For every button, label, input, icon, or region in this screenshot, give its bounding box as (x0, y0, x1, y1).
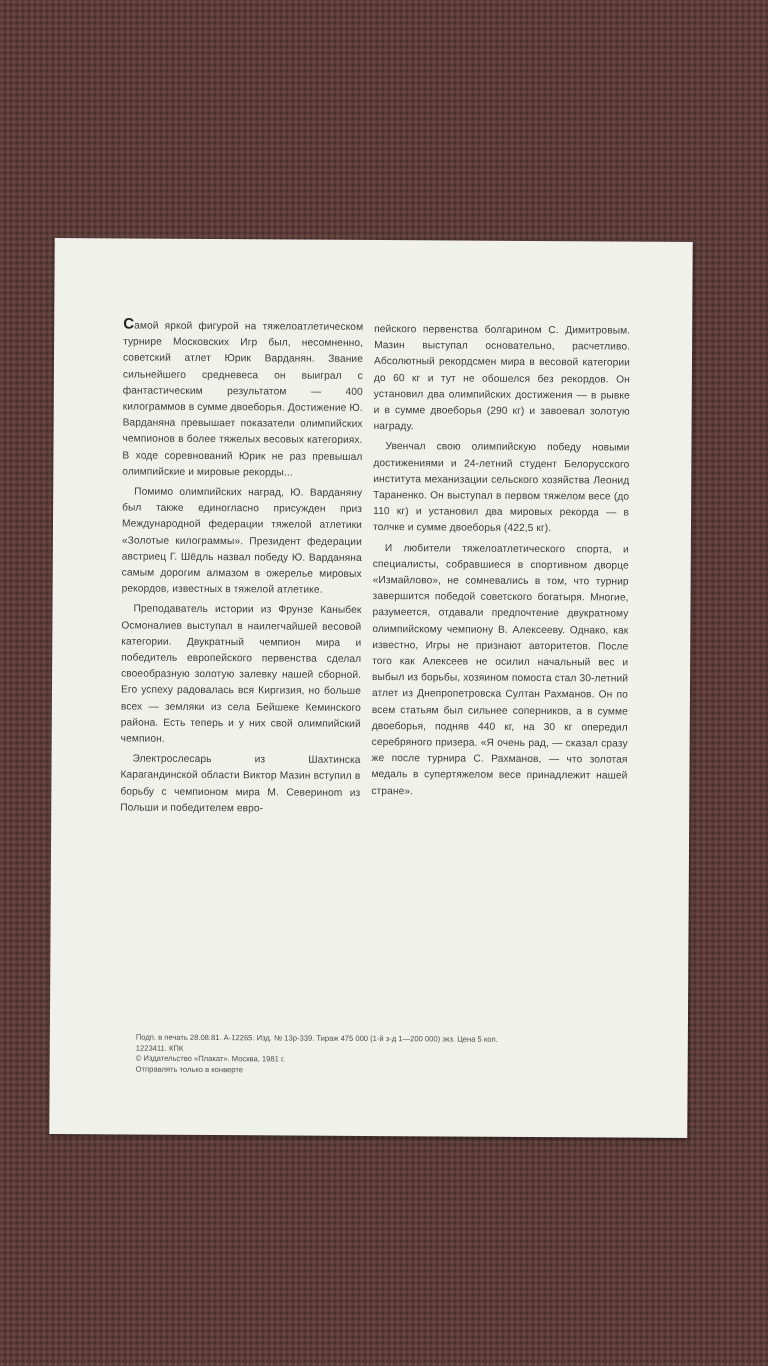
paragraph (122, 316, 363, 481)
postcard-back (49, 238, 692, 1138)
paragraph: Помимо олимпийских наград, Ю. Варданяну был также единогласно присужден приз Международной федерации тяжелой атлетики «Золотые килограммы». Президент федерации австриец Г. Шёдль назвал победу Ю. Варданяна самым дорогим алмазом в ожерелье мировых рекордов, известных в тяжелой атлетике. (121, 486, 363, 596)
paragraph: Преподаватель истории из Фрунзе Каныбек Осмоналиев выступал в наилегчайшей весовой категории. Двукратный чемпион мира и победитель европейского первенства сделал своеобразную золотую залевку нашей сборной. Его успеху радовалась вся Киргизия, но больше всех — земляки из села Бейшеке Кеминского района. Есть теперь и у них свой олимпийский чемпион. (120, 604, 362, 745)
imprint-line: Отправлять только в конверте (135, 1064, 243, 1074)
drop-cap: С (123, 315, 135, 333)
paragraph: пейского первенства болгарином С. Димитровым. Мазин выступал основательно, расчетливо. Абсолютный рекордсмен мира в весовой категории до 60 кг и тут не обошелся без рекордов. Он установил два олимпийских достижения — в рывке и в сумме двоеборья (290 кг) и завоевал золотую награду. (373, 324, 631, 433)
paragraph: Увенчал свою олимпийскую победу новыми достижениями и 24-летний студент Белорусского института механизации сельского хозяйства Леонид Тараненко. Он выступал в первом тяжелом весе (до 110 кг) и установил два мировых рекорда — в толчке и сумме двоеборья (422,5 кг). (372, 441, 630, 535)
paragraph-text: амой яркой фигурой на тяжелоатлетическом турнире Московских Игр был, несомненно, советский атлет Юрик Варданян. Звание сильнейшего средневеса он выиграл с фантастическим результатом — 400 килограммов в сумме двоеборья. Достижение Ю. Варданяна превышает показатели олимпийских чемпионов в более тяжелых весовых категориях. В ходе соревнований Юрик не раз превышал олимпийские и мировые рекорды... (122, 320, 364, 479)
paragraph: И любители тяжелоатлетического спорта, и специалисты, собравшиеся в спортивном дворце «Измайлово», не сомневались в том, что турнир завершится победой советского богатыря. Многие, разумеется, отдавали предпочтение двукратному олимпийскому чемпиону В. Алексееву. Однако, как известно, Игры не признают авторитетов. После того как Алексеев не осилил начальный вес и выбыл из борьбы, хозяином помоста стал 30-летний атлет из Днепропетровска Султан Рахманов. Он по всем статьям был сильнее соперников, а в сумме двоеборья, подняв 440 кг, на 30 кг опередил серебряного призера. «Я очень рад, — сказал сразу же после турнира С. Рахманов, — что золотая медаль в супертяжелом весе принадлежит нашей стране». (371, 542, 629, 797)
article-right-column (371, 322, 630, 805)
article-left-column (120, 316, 363, 822)
imprint-line: Подп. в печать 28.08.81. А-12265. Изд. № 13р-339. Тираж 475 000 (1-й з-д 1—200 000) экз. Цена 5 коп. (135, 1032, 498, 1044)
imprint-line: © Издательство «Плакат». Москва, 1981 г. (135, 1053, 285, 1064)
imprint-line: 1223411. КПК (135, 1043, 184, 1053)
paragraph: Электрослесарь из Шахтинска Карагандинской области Виктор Мазин вступил в борьбу с чемпионом мира М. Севериноm из Польши и победителем евро- (120, 753, 361, 815)
publisher-imprint (136, 1033, 606, 1078)
